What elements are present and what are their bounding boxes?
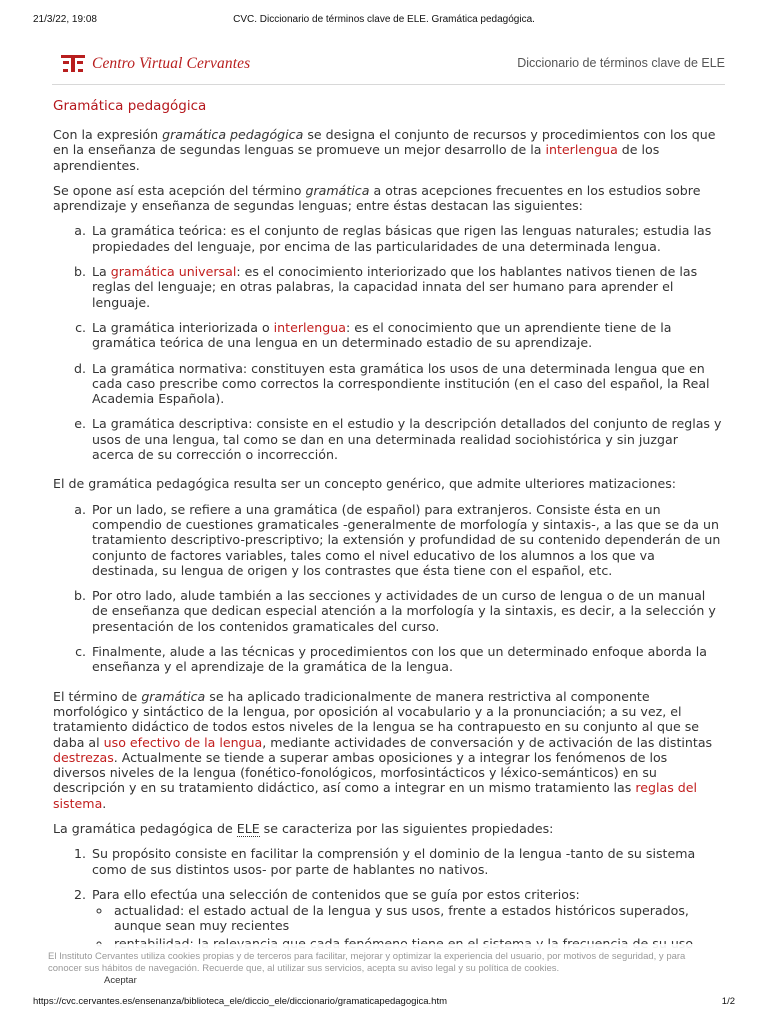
print-date: 21/3/22, 19:08 [33,14,97,25]
text-span: . Actualmente se tiende a superar ambas oposiciones y a integrar los fenómenos de los diversos niveles de la lengua (fonético-fonológicos, morfosintácticos y léxico-semánticos) en su descripción y en su tratamiento didáctico, así como a integrar en un mismo tratamiento las [53,749,668,796]
print-header [33,14,735,30]
site-logo[interactable] [60,53,250,75]
text-span: Se opone así esta acepción del término [53,182,306,198]
list-item: c. Finalmente, alude a las técnicas y procedimientos con los que un determinado enfoque aborda la enseñanza y el aprendizaje de la gramática de la lengua. [90,644,723,675]
text-span: , mediante actividades de conversación y de activación de las distintas [262,734,713,750]
print-page-title: CVC. Diccionario de términos clave de ELE. Gramática pedagógica. [233,14,535,25]
list-item: a. Por un lado, se refiere a una gramática (de español) para extranjeros. Consiste ésta en un compendio de cuestiones gramaticales -generalmente de morfología y sintaxis-, a las que se da un tratamiento descriptivo-prescriptivo; la extensión y profundidad de su contenido dependerán de un conjunto de factores variables, tales como el nivel educativo de los alumnos a los que va destinada, su lengua de origen y los contrastes que ésta tiene con el español, etc. [90,502,723,578]
site-header [52,52,725,82]
link-destrezas[interactable]: destrezas [53,749,114,765]
text-span: Para ello efectúa una selección de contenidos que se guía por estos criterios: [92,886,580,902]
link-reglas-del-sistema[interactable]: reglas del sistema [53,780,698,811]
emphasis: gramática [141,688,206,704]
propiedades-list [90,846,723,951]
text-span: El término de [53,688,142,704]
text-span: se designa el conjunto de recursos y procedimientos con los que en la enseñanza de segundas lenguas se promueve un mejor desarrollo de la [53,127,716,158]
text-span: Con la expresión [53,127,163,142]
list-item: d. La gramática normativa: constituyen esta gramática los usos de una determinada lengua que en cada caso prescribe como correctos la correspondiente institución (en el caso del español, la Real Academia Española). [90,361,723,407]
list-item [90,264,723,310]
paragraph-acepciones [53,183,723,214]
list-item: ◦ actualidad: el estado actual de la lengua y sus usos, frente a estados históricos superados, aunque sean muy recientes [112,903,723,934]
cookie-accept-button[interactable]: Aceptar [104,975,137,986]
article-heading: Gramática pedagógica [53,98,207,114]
matizaciones-list [90,502,723,675]
emphasis: gramática pedagógica [162,127,304,142]
header-divider [52,84,725,85]
abbr-ele[interactable]: ELE [236,820,260,836]
cookie-text: El Instituto Cervantes utiliza cookies propias y de terceros para facilitar, mejorar y optimizar la experiencia del usuario, por motivos de seguridad, y para conocer sus hábitos de navegación. Recuerde que, al utilizar sus servicios, acepta su aviso legal y su política de cookies. [48,951,686,974]
list-item: b. Por otro lado, alude también a las secciones y actividades de un curso de lengua o de un manual de enseñanza que dedican especial atención a la morfología y la sintaxis, es decir, a la selección y presentación de los contenidos gramaticales del curso. [90,588,723,634]
text-span: : es el conocimiento que un aprendiente tiene de la gramática teórica de una lengua en un determinado estadio de su aprendizaje. [92,319,672,351]
list-item: e. La gramática descriptiva: consiste en el estudio y la descripción detallados del conjunto de reglas y usos de una lengua, tal como se dan en una determinada realidad sociohistórica y sin juzgar acerca de su corrección o incorrección. [90,416,723,462]
text-span: a otras acepciones frecuentes en los estudios sobre aprendizaje y enseñanza de segundas lenguas; entre éstas destacan las siguientes: [53,182,701,214]
link-interlengua[interactable]: interlengua [545,142,618,158]
article-body [53,98,723,965]
list-item [90,887,723,951]
intro-paragraph [53,127,723,173]
logo-text: Centro Virtual Cervantes [92,55,251,72]
text-span: La [92,264,111,280]
text-span: . [102,795,107,811]
emphasis: gramática [305,182,370,198]
text-span: se caracteriza por las siguientes propiedades: [259,820,554,836]
paragraph-matizaciones: El de gramática pedagógica resulta ser un concepto genérico, que admite ulteriores matizaciones: [53,476,677,492]
print-url: https://cvc.cervantes.es/ensenanza/biblioteca_ele/diccio_ele/diccionario/gramaticapedagogica.htm [33,996,448,1007]
list-item [90,320,723,351]
text-span: La gramática pedagógica de [53,820,237,836]
link-uso-efectivo[interactable]: uso efectivo de la lengua [103,734,263,750]
link-interlengua[interactable]: interlengua [273,319,346,335]
text-span: se ha aplicado tradicionalmente de manera restrictiva al componente morfológico y sintáctico de la lengua, por oposición al vocabulario y a la pronunciación; a su vez, el tratamiento didáctico de todos estos niveles de la lengua se ha contrapuesto en su conjunto al que se daba al [53,688,700,750]
list-item: 1. Su propósito consiste en facilitar la comprensión y el dominio de la lengua -tanto de su sistema como de sus distintos usos- por parte de hablantes no nativos. [90,846,723,877]
text-span: de los aprendientes. [53,142,660,173]
print-footer [33,996,735,1010]
paragraph-propiedades [53,821,723,836]
dictionary-title[interactable]: Diccionario de términos clave de ELE [517,56,725,70]
cervantes-logo-icon [60,53,86,75]
cookie-banner [0,944,768,992]
text-span: La gramática interiorizada o [92,319,274,335]
acepciones-list [90,223,723,462]
print-page-number: 1/2 [721,996,735,1007]
paragraph-termino [53,689,723,811]
link-gramatica-universal[interactable]: gramática universal [110,264,237,280]
text-span: : es el conocimiento interiorizado que los hablantes nativos tienen de las reglas del lenguaje; en otras palabras, la capacidad innata del ser humano para aprender el lenguaje. [92,264,698,310]
list-item: a. La gramática teórica: es el conjunto de reglas básicas que rigen las lenguas naturales; estudia las propiedades del lenguaje, por encima de las particularidades de una determinada lengua. [90,223,723,254]
